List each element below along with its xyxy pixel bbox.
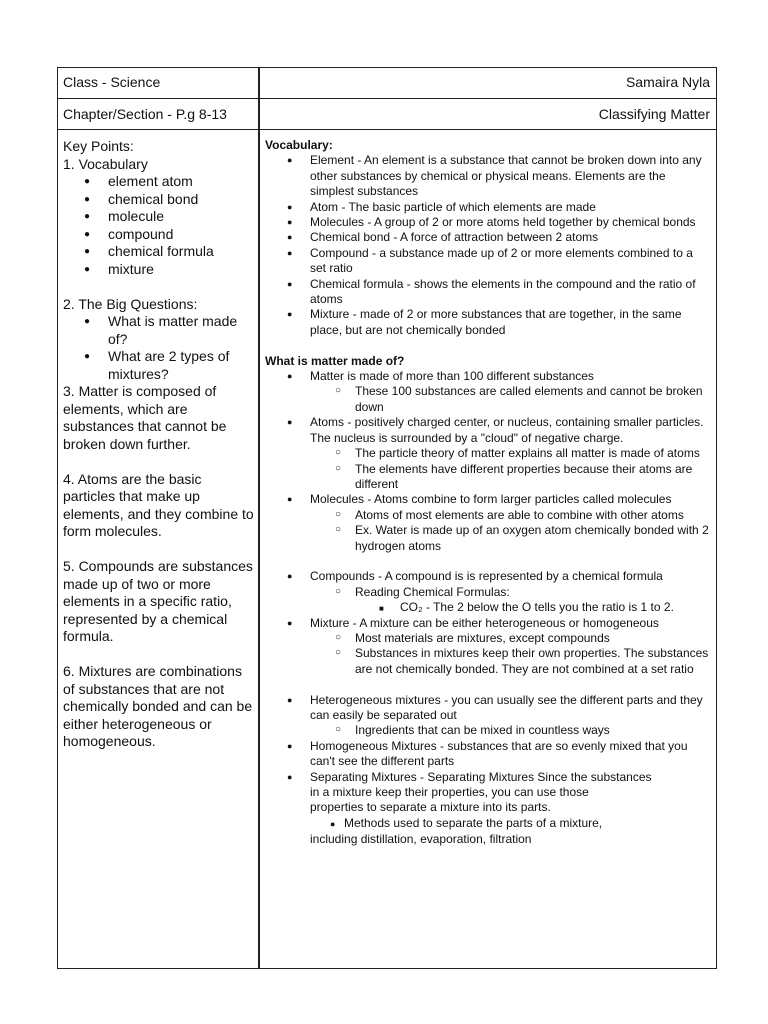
vocab-definitions (265, 153, 710, 338)
point-5: 5. Compounds are substances made up of two or more elements in a specific ratio, represented by a chemical formula. (63, 558, 253, 644)
list-item: ○ These 100 substances are called elements and cannot be broken down (265, 384, 710, 415)
key-points-column (63, 138, 255, 751)
point-3: 3. Matter is composed of elements, which are substances that cannot be broken down further. (63, 383, 227, 452)
list-item: ● Element - An element is a substance that cannot be broken down into any other substances by chemical or physical means. Elements are the simplest substances (265, 153, 710, 199)
list-item: ○ Substances in mixtures keep their own properties. The substances are not chemically bonded. They are not combined at a set ratio (265, 646, 710, 677)
class-label: Class - Science (63, 74, 161, 90)
point-4: 4. Atoms are the basic particles that make up elements, and they combine to form molecules. (63, 470, 254, 539)
compound-mixture-notes (265, 569, 710, 677)
list-item: ● Chemical bond - A force of attraction between 2 atoms (265, 230, 710, 245)
list-item: ● Molecules - A group of 2 or more atoms held together by chemical bonds (265, 215, 710, 230)
matter-heading: What is matter made of? (265, 353, 405, 368)
list-item: ○ Ingredients that can be mixed in countless ways (265, 723, 710, 738)
list-item: ● Compounds - A compound is is represented by a chemical formula (265, 569, 710, 584)
list-item: ● Chemical formula - shows the elements in the compound and the ratio of atoms (265, 277, 710, 308)
chapter-label: Chapter/Section - P.g 8-13 (63, 106, 227, 122)
list-item: ○ Atoms of most elements are able to combine with other atoms (265, 508, 710, 523)
point-6: 6. Mixtures are combinations of substances that are not chemically bonded and can be either heterogeneous or homogeneous. (63, 663, 253, 749)
list-item: ● chemical bond (108, 191, 255, 209)
separating-sub-line-2: including distillation, evaporation, filtration (310, 832, 532, 847)
list-item: ● What are 2 types of mixtures? (108, 348, 255, 383)
mixture-type-notes (265, 693, 710, 816)
point-1-title: 1. Vocabulary (63, 155, 148, 172)
list-item: ● molecule (108, 208, 255, 226)
list-item: ○ The elements have different properties because their atoms are different (265, 462, 710, 493)
vocab-list (63, 173, 255, 278)
vocab-heading: Vocabulary: (265, 138, 333, 152)
table-border-top (57, 67, 717, 68)
list-item: ● Mixture - A mixture can be either heterogeneous or homogeneous (265, 616, 710, 631)
point-2-title: 2. The Big Questions: (63, 295, 198, 312)
separating-line-3: properties to separate a mixture into its parts. (310, 800, 551, 815)
list-item: ● Molecules - Atoms combine to form larger particles called molecules (265, 492, 710, 507)
table-divider-1 (57, 98, 717, 99)
notes-column (265, 138, 710, 848)
table-column-divider (258, 67, 260, 969)
table-divider-2 (57, 129, 717, 130)
questions-list (63, 313, 255, 383)
list-item: ● What is matter made of? (108, 313, 255, 348)
list-item: ○ Ex. Water is made up of an oxygen atom chemically bonded with 2 hydrogen atoms (265, 523, 710, 554)
table-border-bottom (57, 968, 717, 969)
list-item: ● compound (108, 226, 255, 244)
list-item: ● Atom - The basic particle of which elements are made (265, 200, 710, 215)
separating-methods: ● Methods used to separate the parts of a mixture, including distillation, evaporation, filtration (265, 816, 710, 848)
key-points-title: Key Points: (63, 138, 134, 154)
matter-notes (265, 369, 710, 554)
table-border-left (57, 67, 58, 969)
list-item: ■ CO₂ - The 2 below the O tells you the ratio is 1 to 2. (265, 600, 710, 615)
list-item: ● chemical formula (108, 243, 255, 261)
list-item (265, 770, 710, 816)
separating-line-1: ● Separating Mixtures - Separating Mixtures Since the substances (310, 769, 652, 784)
separating-line-2: in a mixture keep their properties, you can use those (310, 785, 589, 800)
list-item: ● Heterogeneous mixtures - you can usually see the different parts and they can easily be separated out (265, 693, 710, 724)
list-item: ○ Most materials are mixtures, except compounds (265, 631, 710, 646)
list-item: ○ Reading Chemical Formulas: (265, 585, 710, 600)
list-item: ● element atom (108, 173, 255, 191)
student-name: Samaira Nyla (625, 74, 710, 90)
list-item: ● Matter is made of more than 100 different substances (265, 369, 710, 384)
topic-title: Classifying Matter (598, 106, 710, 122)
list-item: ○ The particle theory of matter explains all matter is made of atoms (265, 446, 710, 461)
list-item: ● mixture (108, 261, 255, 279)
list-item: ● Mixture - made of 2 or more substances that are together, in the same place, but are not chemically bonded (265, 307, 710, 338)
table-border-right (716, 67, 717, 969)
separating-sub-line-1: Methods used to separate the parts of a mixture, (344, 815, 603, 830)
list-item: ● Atoms - positively charged center, or nucleus, containing smaller particles. The nucleus is surrounded by a "cloud" of negative charge. (265, 415, 710, 446)
list-item: ● Compound - a substance made up of 2 or more elements combined to a set ratio (265, 246, 710, 277)
list-item: ● Homogeneous Mixtures - substances that are so evenly mixed that you can't see the different parts (265, 739, 710, 770)
